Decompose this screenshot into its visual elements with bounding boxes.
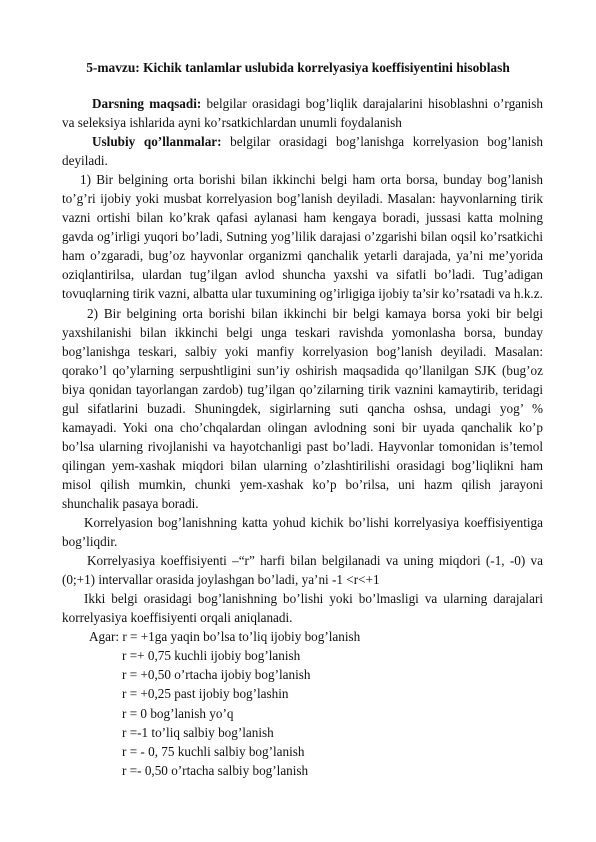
paragraph-coefficient: Korrelyasiya koeffisiyenti –“r” harfi bilan belgilanadi va uning miqdori (-1, -0) va (0;+1) intervallar orasida joylashgan bo’ladi, ya’ni -1 <r<+1: [62, 553, 543, 588]
paragraph-strength: Korrelyasion bog’lanishning katta yohud kichik bo’lishi korrelyasiya koeffisiyentiga bog’liqdir.: [62, 515, 543, 550]
list-item: r =-1 to’liq salbiy bog’lanish: [122, 724, 274, 740]
document-body: [62, 94, 543, 780]
paragraph-degree: Ikki belgi orasidagi bog’lanishning bo’lishi yoki bo’lmasligi va ularning darajalari korrelyasiya koeffisiyenti orqali aniqlanadi.: [62, 591, 543, 626]
paragraph-positive: 1) Bir belgining orta borishi bilan ikkinchi belgi ham orta borsa, bunday bog’lanish to’g’ri ijobiy yoki musbat korrelyasion bog’lanish deyiladi. Masalan: hayvonlarning tirik vazni ortishi bilan ko’krak qafasi aylanasi ham kengaya boradi, jussasi katta molning gavda og’irligi yuqori bo’ladi, Sutning yog’lilik darajasi o’zgarishi bilan oqsil ko’rsatkichi ham o’zgaradi, bug’oz hayvonlar organizmi qanchalik yetarli darajada, ya’ni me’yorida oziqlantirilsa, ulardan tug’ilgan avlod shuncha yaxshi va sifatli bo’ladi. Tug’adigan tovuqlarning tirik vazni, albatta ular tuxumining og’irligiga ijobiy ta’sir ko’rsatadi va h.k.z.: [62, 172, 543, 302]
list-item: r = +0,50 o’rtacha ijobiy bog’lanish: [122, 667, 311, 683]
goal-label: Darsning maqsadi:: [92, 96, 202, 111]
list-item: r = +0,25 past ijobiy bog’lashin: [122, 686, 289, 702]
tools-paragraph: [62, 132, 543, 170]
goal-text: belgilar orasidagi bog’liqlik darajalarini hisoblashni o’rganish va seleksiya ishlarida ayni ko’rsatkichlardan unumli foydalanish: [62, 96, 543, 131]
goal-paragraph: [62, 94, 543, 132]
list-item: r = - 0, 75 kuchli salbiy bog’lanish: [122, 743, 305, 759]
tools-label: Uslubiy qo’llanmalar:: [92, 134, 222, 150]
page-title: 5-mavzu: Kichik tanlamlar uslubida korrelyasiya koeffisiyentini hisoblash: [86, 60, 510, 75]
tools-text: belgilar orasidagi bog’lanishga korrelyasion bog’lanish deyiladi.: [62, 134, 543, 169]
paragraph-negative: 2) Bir belgining orta borishi bilan ikkinchi bir belgi kamaya borsa yoki bir belgi yaxshilanishi bilan ikkinchi belgi unga teskari ravishda yomonlasha borsa, bunday bog’lanishga teskari, salbiy yoki manfiy korrelyasion bog’lanish deyiladi. Masalan: qorako’l qo’ylarning serpushtligini sun’iy oshirish maqsadida qo’llanilgan SJK (bug’oz biya qonidan tayorlangan zardob) tug’ilgan qo’zilarning tirik vaznini kamaytirib, teridagi gul sifatlarini buzadi. Shuningdek, sigirlarning suti qancha oshsa, undagi yog’ % kamayadi. Yoki ona cho’chqalardan olingan avlodning soni bir uyada qanchalik ko’p bo’lsa ularning rivojlanishi va hayotchanligi past bo’ladi. Hayvonlar tomonidan is’temol qilingan yem-xashak miqdori bilan ularning o’zlashtirilishi orasidagi bog’liqlikni ham misol qilish mumkin, chunki yem-xashak ko’p bo’rilsa, uni hazm qilish jarayoni shunchalik pasaya boradi.: [62, 305, 543, 511]
example-line: Agar: r = +1ga yaqin bo’lsa to’liq ijobiy bog’lanish: [89, 629, 361, 645]
list-item: r =- 0,50 o’rtacha salbiy bog’lanish: [122, 762, 309, 778]
list-item: r = 0 bog’lanish yo’q: [122, 705, 234, 721]
list-item: r =+ 0,75 kuchli ijobiy bog’lanish: [122, 648, 301, 664]
